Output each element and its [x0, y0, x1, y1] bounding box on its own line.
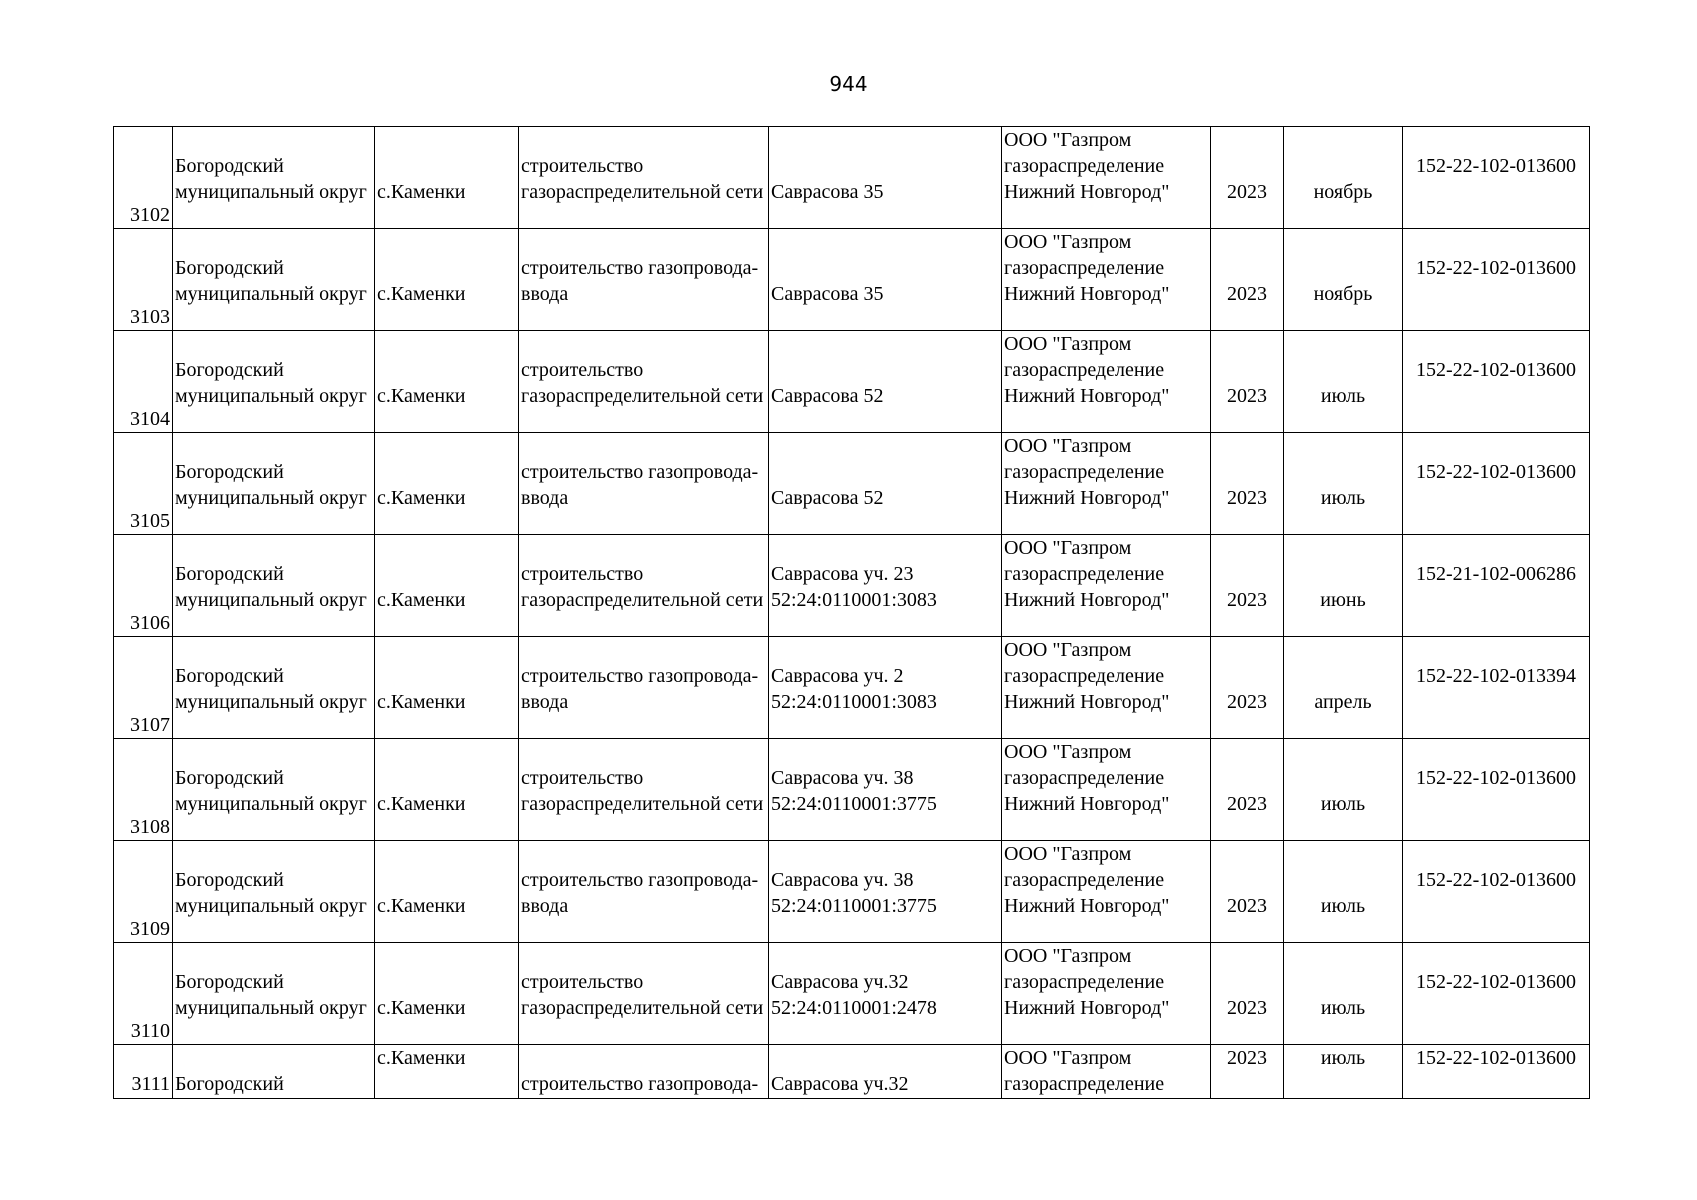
org-line-2: газораспределение	[1004, 461, 1165, 483]
locality-text: с.Каменки	[377, 385, 466, 407]
district-line-1: Богородский	[175, 155, 284, 177]
org-line-3: Нижний Новгород"	[1004, 589, 1170, 611]
cell-year	[1211, 841, 1284, 943]
table-row	[114, 127, 1590, 229]
district-line-2: муниципальный округ	[175, 589, 367, 611]
org-line-3: Нижний Новгород"	[1004, 691, 1170, 713]
cell-locality	[375, 739, 519, 841]
year-text: 2023	[1227, 589, 1267, 611]
cell-address	[769, 433, 1002, 535]
cell-work-type	[519, 739, 769, 841]
work-line-1: строительство	[521, 971, 644, 993]
cell-address	[769, 127, 1002, 229]
cell-organization	[1002, 739, 1211, 841]
district-line-1: Богородский	[175, 767, 284, 789]
address-line-1: Саврасова 35	[771, 181, 884, 203]
work-line-1: строительство газопровода-	[521, 1073, 759, 1095]
work-line-2: газораспределительной сети	[521, 385, 764, 407]
table-row	[114, 331, 1590, 433]
cell-year	[1211, 1045, 1284, 1099]
cell-locality	[375, 637, 519, 739]
table-row	[114, 433, 1590, 535]
cell-work-type	[519, 433, 769, 535]
org-line-1: ООО "Газпром	[1004, 843, 1132, 865]
address-cadastral: 52:24:0110001:3775	[771, 793, 937, 815]
cell-address	[769, 1045, 1002, 1099]
locality-text: с.Каменки	[377, 895, 466, 917]
cell-code	[1403, 1045, 1590, 1099]
work-line-1: строительство	[521, 359, 644, 381]
work-line-1: строительство газопровода-	[521, 665, 759, 687]
org-line-2: газораспределение	[1004, 971, 1165, 993]
cell-number	[114, 943, 173, 1045]
row-number: 3110	[130, 1020, 170, 1042]
work-line-2: ввода	[521, 487, 569, 509]
district-line-1: Богородский	[175, 359, 284, 381]
row-number: 3108	[130, 816, 170, 838]
address-line-1: Саврасова уч. 2	[771, 665, 904, 687]
year-text: 2023	[1227, 487, 1267, 509]
permit-code: 152-22-102-013394	[1416, 665, 1576, 687]
permit-code: 152-22-102-013600	[1416, 359, 1576, 381]
row-number: 3107	[130, 714, 170, 736]
cell-work-type	[519, 127, 769, 229]
org-line-3: Нижний Новгород"	[1004, 283, 1170, 305]
cell-locality	[375, 127, 519, 229]
cell-work-type	[519, 841, 769, 943]
address-cadastral: 52:24:0110001:3083	[771, 691, 937, 713]
cell-locality	[375, 433, 519, 535]
org-line-2: газораспределение	[1004, 767, 1165, 789]
cell-district	[173, 739, 375, 841]
org-line-3: Нижний Новгород"	[1004, 997, 1170, 1019]
cell-month	[1284, 1045, 1403, 1099]
cell-district	[173, 637, 375, 739]
org-line-2: газораспределение	[1004, 869, 1165, 891]
cell-locality	[375, 1045, 519, 1099]
month-text: апрель	[1314, 691, 1372, 713]
address-line-1: Саврасова 52	[771, 385, 884, 407]
org-line-2: газораспределение	[1004, 563, 1165, 585]
cell-year	[1211, 943, 1284, 1045]
cell-month	[1284, 739, 1403, 841]
permit-code: 152-22-102-013600	[1416, 1047, 1576, 1069]
row-number: 3109	[130, 918, 170, 940]
cell-district	[173, 535, 375, 637]
cell-number	[114, 1045, 173, 1099]
cell-year	[1211, 535, 1284, 637]
cell-organization	[1002, 637, 1211, 739]
cell-number	[114, 535, 173, 637]
cell-month	[1284, 331, 1403, 433]
cell-year	[1211, 229, 1284, 331]
cell-district	[173, 229, 375, 331]
cell-address	[769, 229, 1002, 331]
address-cadastral: 52:24:0110001:3775	[771, 895, 937, 917]
cell-district	[173, 841, 375, 943]
registry-table	[113, 126, 1590, 1099]
permit-code: 152-22-102-013600	[1416, 257, 1576, 279]
table-row	[114, 841, 1590, 943]
cell-month	[1284, 637, 1403, 739]
address-line-1: Саврасова уч. 23	[771, 563, 914, 585]
row-number: 3103	[130, 306, 170, 328]
cell-district	[173, 127, 375, 229]
work-line-1: строительство газопровода-	[521, 257, 759, 279]
month-text: июль	[1320, 793, 1366, 815]
org-line-3: Нижний Новгород"	[1004, 895, 1170, 917]
org-line-2: газораспределение	[1004, 1073, 1165, 1095]
org-line-3: Нижний Новгород"	[1004, 487, 1170, 509]
cell-locality	[375, 535, 519, 637]
cell-number	[114, 739, 173, 841]
work-line-1: строительство	[521, 155, 644, 177]
district-line-2: муниципальный округ	[175, 895, 367, 917]
row-number: 3102	[130, 204, 170, 226]
table-body	[114, 127, 1590, 1099]
org-line-3: Нижний Новгород"	[1004, 181, 1170, 203]
org-line-2: газораспределение	[1004, 257, 1165, 279]
row-number: 3105	[130, 510, 170, 532]
cell-district	[173, 433, 375, 535]
permit-code: 152-22-102-013600	[1416, 461, 1576, 483]
cell-year	[1211, 331, 1284, 433]
org-line-2: газораспределение	[1004, 155, 1165, 177]
address-cadastral: 52:24:0110001:2478	[771, 997, 937, 1019]
month-text: ноябрь	[1313, 283, 1373, 305]
cell-month	[1284, 127, 1403, 229]
work-line-1: строительство	[521, 767, 644, 789]
month-text: июль	[1320, 895, 1366, 917]
cell-code	[1403, 433, 1590, 535]
month-text: июль	[1320, 1047, 1366, 1069]
permit-code: 152-22-102-013600	[1416, 869, 1576, 891]
address-line-1: Саврасова уч.32	[771, 971, 909, 993]
year-text: 2023	[1227, 997, 1267, 1019]
table-row	[114, 535, 1590, 637]
cell-number	[114, 229, 173, 331]
locality-text: с.Каменки	[377, 1047, 466, 1069]
cell-code	[1403, 331, 1590, 433]
district-line-1: Богородский	[175, 563, 284, 585]
cell-district	[173, 1045, 375, 1099]
cell-district	[173, 943, 375, 1045]
row-number: 3111	[131, 1073, 170, 1095]
year-text: 2023	[1227, 1047, 1267, 1069]
table-row	[114, 229, 1590, 331]
month-text: июль	[1320, 487, 1366, 509]
cell-work-type	[519, 331, 769, 433]
cell-locality	[375, 943, 519, 1045]
cell-address	[769, 535, 1002, 637]
year-text: 2023	[1227, 181, 1267, 203]
cell-organization	[1002, 841, 1211, 943]
cell-month	[1284, 433, 1403, 535]
cell-year	[1211, 637, 1284, 739]
cell-code	[1403, 637, 1590, 739]
district-line-2: муниципальный округ	[175, 181, 367, 203]
cell-year	[1211, 127, 1284, 229]
cell-month	[1284, 535, 1403, 637]
year-text: 2023	[1227, 793, 1267, 815]
cell-code	[1403, 535, 1590, 637]
org-line-1: ООО "Газпром	[1004, 129, 1132, 151]
year-text: 2023	[1227, 895, 1267, 917]
work-line-1: строительство газопровода-	[521, 869, 759, 891]
cell-code	[1403, 841, 1590, 943]
cell-month	[1284, 943, 1403, 1045]
permit-code: 152-22-102-013600	[1416, 155, 1576, 177]
org-line-1: ООО "Газпром	[1004, 639, 1132, 661]
cell-work-type	[519, 1045, 769, 1099]
cell-locality	[375, 841, 519, 943]
work-line-1: строительство газопровода-	[521, 461, 759, 483]
permit-code: 152-21-102-006286	[1416, 563, 1576, 585]
month-text: июль	[1320, 997, 1366, 1019]
row-number: 3106	[130, 612, 170, 634]
district-line-1: Богородский	[175, 1073, 284, 1095]
org-line-2: газораспределение	[1004, 665, 1165, 687]
cell-code	[1403, 127, 1590, 229]
locality-text: с.Каменки	[377, 997, 466, 1019]
cell-organization	[1002, 535, 1211, 637]
locality-text: с.Каменки	[377, 181, 466, 203]
district-line-2: муниципальный округ	[175, 793, 367, 815]
month-text: июнь	[1320, 589, 1366, 611]
cell-organization	[1002, 127, 1211, 229]
org-line-3: Нижний Новгород"	[1004, 385, 1170, 407]
year-text: 2023	[1227, 283, 1267, 305]
address-line-1: Саврасова 35	[771, 283, 884, 305]
table-row	[114, 1045, 1590, 1099]
address-line-1: Саврасова 52	[771, 487, 884, 509]
year-text: 2023	[1227, 691, 1267, 713]
cell-address	[769, 637, 1002, 739]
address-line-1: Саврасова уч. 38	[771, 869, 914, 891]
month-text: ноябрь	[1313, 181, 1373, 203]
page-number: 944	[829, 72, 868, 96]
cell-district	[173, 331, 375, 433]
district-line-1: Богородский	[175, 971, 284, 993]
cell-month	[1284, 841, 1403, 943]
org-line-1: ООО "Газпром	[1004, 333, 1132, 355]
cell-work-type	[519, 535, 769, 637]
org-line-1: ООО "Газпром	[1004, 945, 1132, 967]
locality-text: с.Каменки	[377, 487, 466, 509]
row-number: 3104	[130, 408, 170, 430]
cell-work-type	[519, 637, 769, 739]
cell-code	[1403, 739, 1590, 841]
month-text: июль	[1320, 385, 1366, 407]
cell-work-type	[519, 229, 769, 331]
org-line-1: ООО "Газпром	[1004, 537, 1132, 559]
cell-organization	[1002, 943, 1211, 1045]
org-line-3: Нижний Новгород"	[1004, 793, 1170, 815]
cell-locality	[375, 229, 519, 331]
cell-number	[114, 433, 173, 535]
district-line-2: муниципальный округ	[175, 385, 367, 407]
district-line-1: Богородский	[175, 869, 284, 891]
cell-work-type	[519, 943, 769, 1045]
cell-number	[114, 127, 173, 229]
org-line-1: ООО "Газпром	[1004, 231, 1132, 253]
work-line-2: ввода	[521, 691, 569, 713]
work-line-2: ввода	[521, 895, 569, 917]
address-line-1: Саврасова уч. 38	[771, 767, 914, 789]
locality-text: с.Каменки	[377, 589, 466, 611]
cell-address	[769, 841, 1002, 943]
org-line-1: ООО "Газпром	[1004, 741, 1132, 763]
year-text: 2023	[1227, 385, 1267, 407]
district-line-1: Богородский	[175, 461, 284, 483]
locality-text: с.Каменки	[377, 793, 466, 815]
table-row	[114, 943, 1590, 1045]
district-line-2: муниципальный округ	[175, 997, 367, 1019]
cell-organization	[1002, 331, 1211, 433]
cell-address	[769, 331, 1002, 433]
cell-code	[1403, 229, 1590, 331]
work-line-1: строительство	[521, 563, 644, 585]
cell-organization	[1002, 433, 1211, 535]
work-line-2: газораспределительной сети	[521, 997, 764, 1019]
address-line-1: Саврасова уч.32	[771, 1073, 909, 1095]
cell-address	[769, 943, 1002, 1045]
org-line-1: ООО "Газпром	[1004, 435, 1132, 457]
cell-month	[1284, 229, 1403, 331]
work-line-2: ввода	[521, 283, 569, 305]
cell-number	[114, 841, 173, 943]
permit-code: 152-22-102-013600	[1416, 971, 1576, 993]
cell-organization	[1002, 1045, 1211, 1099]
work-line-2: газораспределительной сети	[521, 793, 764, 815]
locality-text: с.Каменки	[377, 691, 466, 713]
cell-code	[1403, 943, 1590, 1045]
district-line-1: Богородский	[175, 257, 284, 279]
locality-text: с.Каменки	[377, 283, 466, 305]
district-line-2: муниципальный округ	[175, 691, 367, 713]
org-line-2: газораспределение	[1004, 359, 1165, 381]
table-row	[114, 637, 1590, 739]
work-line-2: газораспределительной сети	[521, 181, 764, 203]
permit-code: 152-22-102-013600	[1416, 767, 1576, 789]
work-line-2: газораспределительной сети	[521, 589, 764, 611]
district-line-1: Богородский	[175, 665, 284, 687]
cell-year	[1211, 433, 1284, 535]
cell-locality	[375, 331, 519, 433]
org-line-1: ООО "Газпром	[1004, 1047, 1132, 1069]
address-cadastral: 52:24:0110001:3083	[771, 589, 937, 611]
table-row	[114, 739, 1590, 841]
district-line-2: муниципальный округ	[175, 283, 367, 305]
district-line-2: муниципальный округ	[175, 487, 367, 509]
cell-number	[114, 331, 173, 433]
cell-address	[769, 739, 1002, 841]
cell-number	[114, 637, 173, 739]
cell-year	[1211, 739, 1284, 841]
cell-organization	[1002, 229, 1211, 331]
